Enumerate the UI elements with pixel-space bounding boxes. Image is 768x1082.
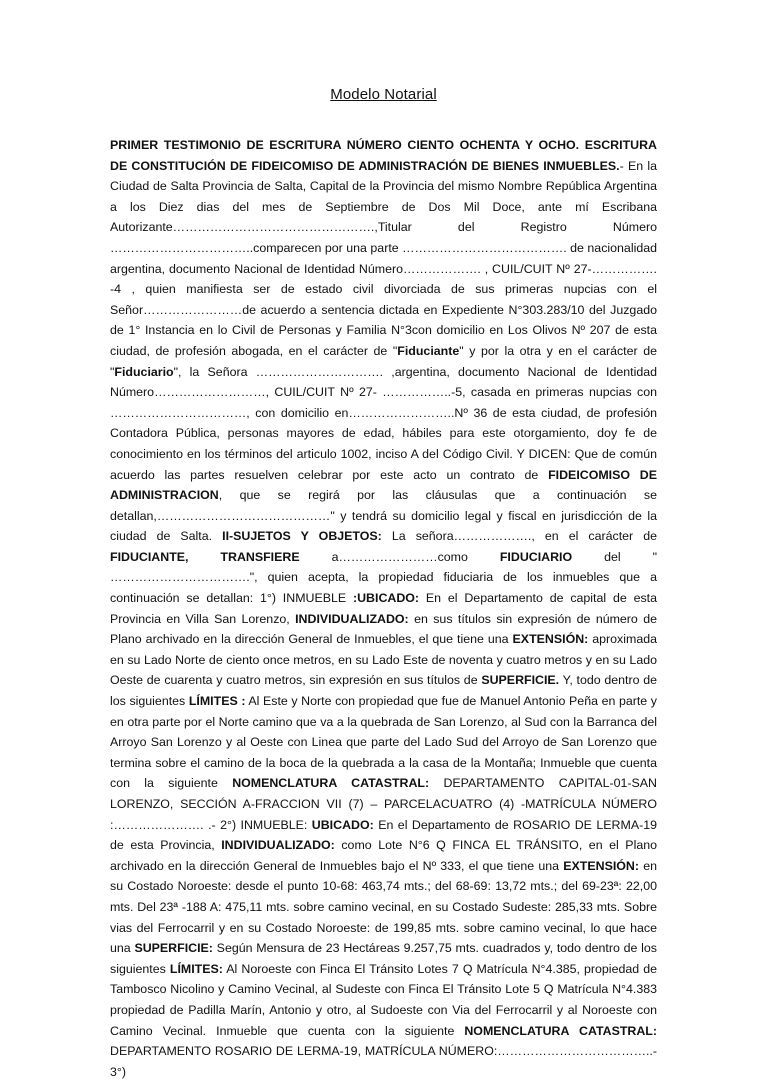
bold-text-run: INDIVIDUALIZADO:	[221, 838, 335, 853]
text-run: como Lote N°6 Q FINCA EL TRÁNSITO, en el Plano archivado en la dirección General de Inmuebles bajo el Nº 333, el que tiene una	[110, 838, 657, 873]
bold-text-run: FIDUCIANTE, TRANSFIERE	[110, 549, 300, 564]
bold-text-run: FIDEICOMISO DE ADMINISTRACION	[110, 467, 657, 503]
bold-text-run: PRIMER TESTIMONIO DE ESCRITURA NÚMERO CIENTO OCHENTA Y OCHO. ESCRITURA DE CONSTITUCIÓN DE FIDEICOMISO DE ADMINISTRACIÓN DE BIENES INMUEBLES.	[110, 138, 657, 173]
bold-text-run: UBICADO:	[311, 817, 374, 832]
bold-text-run: EXTENSIÓN:	[563, 858, 639, 873]
bold-text-run: Fiduciante	[397, 343, 460, 358]
text-run: del " …………………………….", quien acepta, la propiedad fiduciaria de los inmuebles que a continuación se detallan: 1°) INMUEBLE	[110, 549, 657, 606]
text-run: Y, todo dentro de los siguientes	[110, 673, 658, 709]
bold-text-run: SUPERFICIE:	[134, 941, 213, 956]
document-body	[110, 135, 657, 1082]
text-run: en sus títulos sin expresión de número de Plano archivado en la dirección General de Inmuebles, el que tiene una	[110, 611, 657, 647]
text-run: , que se regirá por las cláusulas que a continuación se detallan,……………………………………" y tendrá su domicilio legal y fiscal en jurisdicción de la ciudad de Salta.	[110, 488, 657, 544]
bold-text-run: EXTENSIÓN:	[512, 632, 589, 647]
bold-text-run: NOMENCLATURA CATASTRAL:	[464, 1023, 657, 1038]
text-run: Al Noroeste con Finca El Tránsito Lotes 7 Q Matrícula N°4.385, propiedad de Tambosco Nicolino y Camino Vecinal, al Sudeste con Finca El Tránsito Lote 5 Q Matrícula N°4.383 propiedad de Padilla Marín, Antonio y otro, al Sudoeste con Via del Ferrocarril y al Noroeste con Camino Vecinal. Inmueble que cuenta con la siguiente	[110, 961, 657, 1038]
bold-text-run: INDIVIDUALIZADO:	[295, 611, 409, 626]
text-run: " y por la otra y en el carácter de "	[110, 343, 657, 379]
text-run: a……………………como	[299, 549, 500, 564]
text-run: Al Este y Norte con propiedad que fue de Manuel Antonio Peña en parte y en otra parte por el Norte camino que va a la quebrada de San Lorenzo, al Sud con la Barranca del Arroyo San Lorenzo y al Oeste con Linea que parte del Lado Sud del Arroyo de San Lorenzo que termina sobre el camino de la boca de la quebrada a la casa de la Montaña; Inmueble que cuenta con la siguiente	[110, 694, 657, 791]
text-run: - En la Ciudad de Salta Provincia de Salta, Capital de la Provincia del mismo Nombre República Argentina a los Diez dias del mes de Septiembre de Dos Mil Doce, ante mí Escribana Autorizante………………………………………….,Titular del Registro Número ……………………………..comparecen por una parte …………………………………. de nacionalidad argentina, documento Nacional de Identidad Número………………. , CUIL/CUIT Nº 27-……………. -4 , quien manifiesta ser de estado civil divorciada de sus primeras nupcias con el Señor……………………de acuerdo a sentencia dictada en Expediente N°303.283/10 del Juzgado de 1° Instancia en lo Civil de Personas y Familia N°3con domicilio en Los Olivos Nº 207 de esta ciudad, de profesión abogada, en el carácter de "	[110, 158, 657, 358]
text-run: La señora………………., en el carácter de	[381, 529, 657, 544]
bold-text-run: SUPERFICIE.	[481, 673, 560, 688]
bold-text-run: Fiduciario	[114, 364, 174, 379]
bold-text-run: LÍMITES :	[188, 694, 246, 709]
text-run: DEPARTAMENTO CAPITAL-01-SAN LORENZO, SECCIÓN A-FRACCION VII (7) – PARCELACUATRO (4) -MATRÍCULA NÚMERO :…………………. .- 2°) INMUEBLE:	[110, 776, 657, 832]
document-page	[110, 86, 657, 1082]
bold-text-run: II-SUJETOS Y OBJETOS:	[222, 529, 382, 544]
text-run: DEPARTAMENTO ROSARIO DE LERMA-19, MATRÍCULA NÚMERO:………………………………..- 3°)	[110, 1044, 657, 1079]
document-title: Modelo Notarial	[330, 86, 437, 103]
text-run: en su Costado Noroeste: desde el punto 10-68: 463,74 mts.; del 68-69: 13,72 mts.; del 69-23ª: 22,00 mts. Del 23ª -188 A: 475,11 mts. sobre camino vecinal, en su Costado Sudeste: 285,33 mts. Sobre vias del Ferrocarril y en su Costado Noroeste: de 199,85 mts. sobre camino vecinal, lo que hace una	[110, 858, 657, 956]
text-run: En el Departamento de capital de esta Provincia en Villa San Lorenzo,	[110, 591, 657, 626]
bold-text-run: LÍMITES:	[169, 961, 223, 976]
bold-text-run: FIDUCIARIO	[499, 549, 573, 564]
text-run: ", la Señora …………………………. ,argentina, documento Nacional de Identidad Número………………………, CUIL/CUIT Nº 27- ……………..-5, casada en primeras nupcias con ……………………………, con domicilio en……………………..Nº 36 de esta ciudad, de profesión Contadora Pública, personas mayores de edad, hábiles para este otorgamiento, doy fe de conocimiento en los términos del articulo 1002, inciso A del Código Civil. Y DICEN: Que de común acuerdo las partes resuelven celebrar por este acto un contrato de	[110, 364, 657, 482]
text-run: Según Mensura de 23 Hectáreas 9.257,75 mts. cuadrados y, todo dentro de los siguientes	[110, 941, 657, 976]
bold-text-run: :UBICADO:	[352, 591, 420, 606]
bold-text-run: NOMENCLATURA CATASTRAL:	[232, 776, 430, 791]
text-run: aproximada en su Lado Norte de ciento once metros, en su Lado Este de noventa y cuatro metros y en su Lado Oeste de cuarenta y cuatro metros, sin expresión en sus títulos de	[110, 632, 658, 688]
text-run: En el Departamento de ROSARIO DE LERMA-19 de esta Provincia,	[110, 817, 657, 853]
